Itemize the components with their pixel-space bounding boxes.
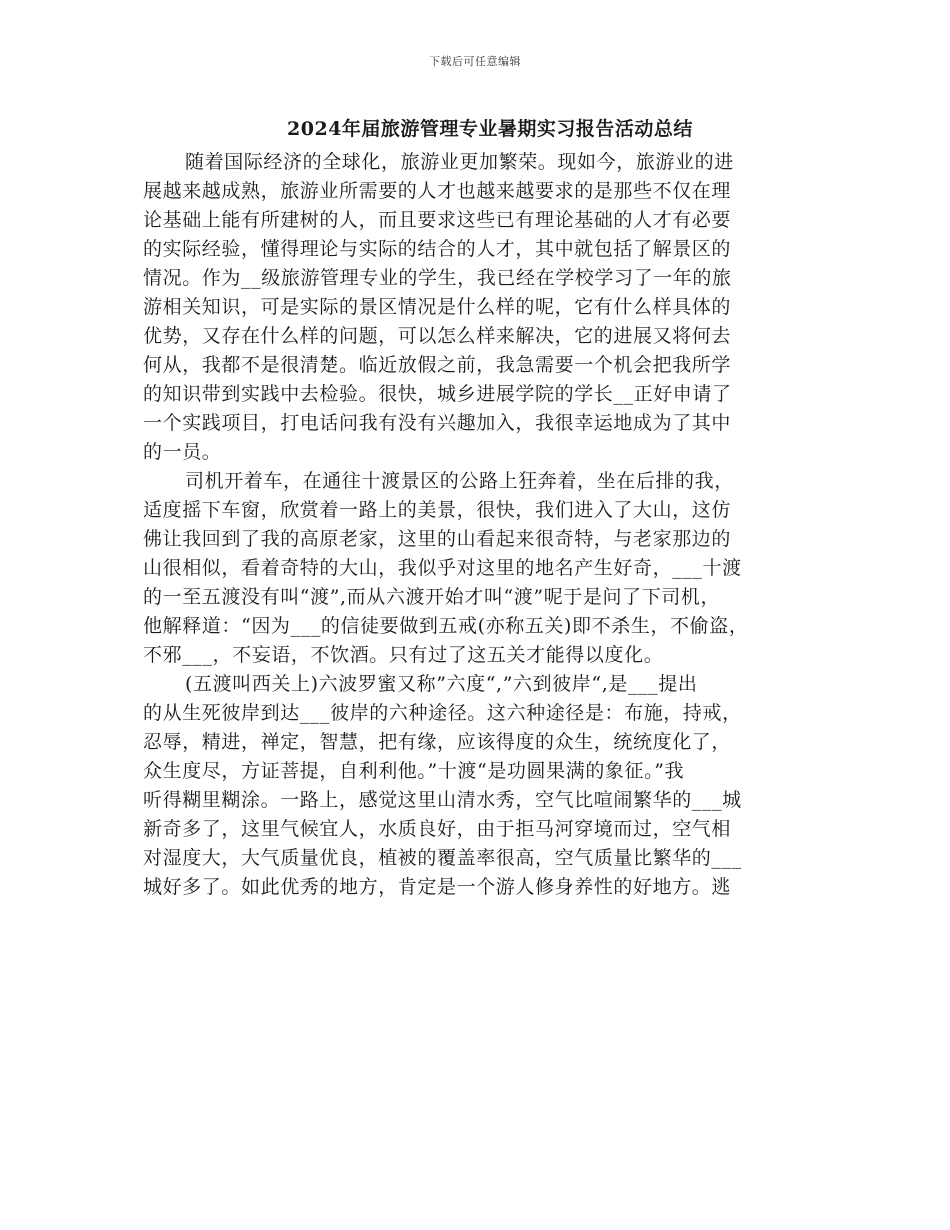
text-line: 论基础上能有所建树的人，而且要求这些已有理论基础的人才有必要 bbox=[143, 209, 732, 231]
text-line: 他解释道：“因为___的信徒要做到五戒(亦称五关)即不杀生，不偷盗， bbox=[143, 615, 749, 637]
text-line: 的实际经验，懂得理论与实际的结合的人才，其中就包括了解景区的 bbox=[143, 238, 732, 260]
text-line: 的知识带到实践中去检验。很快，城乡进展学院的学长__正好申请了 bbox=[143, 383, 732, 405]
text-line: 对湿度大，大气质量优良，植被的覆盖率很高，空气质量比繁华的___ bbox=[143, 847, 742, 869]
text-line: 的一员。 bbox=[143, 441, 222, 463]
text-line: 听得糊里糊涂。一路上，感觉这里山清水秀，空气比喧闹繁华的___城 bbox=[143, 789, 742, 811]
text-line: 新奇多了，这里气候宜人，水质良好，由于拒马河穿境而过，空气相 bbox=[143, 818, 732, 840]
text-line: (五渡叫西关上)六波罗蜜又称”六度“,”六到彼岸“,是___提出 bbox=[185, 673, 698, 695]
text-line: 展越来越成熟，旅游业所需要的人才也越来越要求的是那些不仅在理 bbox=[143, 180, 732, 202]
text-line: 不邪___，不妄语，不饮酒。只有过了这五关才能得以度化。 bbox=[143, 644, 664, 666]
paragraph-3 bbox=[143, 670, 815, 902]
text-line: 山很相似，看着奇特的大山，我似乎对这里的地名产生好奇，___十渡 bbox=[143, 557, 742, 579]
text-line: 游相关知识，可是实际的景区情况是什么样的呢，它有什么样具体的 bbox=[143, 296, 732, 318]
text-line: 一个实践项目，打电话问我有没有兴趣加入，我很幸运地成为了其中 bbox=[143, 412, 732, 434]
paragraph-2 bbox=[143, 467, 815, 670]
text-line: 城好多了。如此优秀的地方，肯定是一个游人修身养性的好地方。逃 bbox=[143, 876, 732, 898]
text-line: 忍辱，精进，禅定，智慧，把有缘，应该得度的众生，统统度化了， bbox=[143, 731, 732, 753]
header-note: 下载后可任意编辑 bbox=[429, 55, 521, 68]
text-line: 随着国际经济的全球化，旅游业更加繁荣。现如今，旅游业的进 bbox=[185, 151, 734, 173]
document-body bbox=[143, 148, 815, 902]
text-line: 的从生死彼岸到达___彼岸的六种途径。这六种途径是：布施，持戒， bbox=[143, 702, 742, 724]
text-line: 众生度尽，方证菩提，自利利他。”十渡“是功圆果满的象征。”我 bbox=[143, 760, 685, 782]
text-line: 优势，又存在什么样的问题，可以怎么样来解决，它的进展又将何去 bbox=[143, 325, 732, 347]
text-line: 适度摇下车窗，欣赏着一路上的美景，很快，我们进入了大山，这仿 bbox=[143, 499, 732, 521]
text-line: 佛让我回到了我的高原老家，这里的山看起来很奇特，与老家那边的 bbox=[143, 528, 732, 550]
document-title: 2024年届旅游管理专业暑期实习报告活动总结 bbox=[287, 118, 693, 140]
text-line: 情况。作为__级旅游管理专业的学生，我已经在学校学习了一年的旅 bbox=[143, 267, 732, 289]
text-line: 司机开着车，在通往十渡景区的公路上狂奔着，坐在后排的我， bbox=[185, 470, 734, 492]
text-line: 的一至五渡没有叫“渡”,而从六渡开始才叫“渡”呢于是问了下司机， bbox=[143, 586, 721, 608]
paragraph-1 bbox=[143, 148, 815, 467]
text-line: 何从，我都不是很清楚。临近放假之前，我急需要一个机会把我所学 bbox=[143, 354, 732, 376]
